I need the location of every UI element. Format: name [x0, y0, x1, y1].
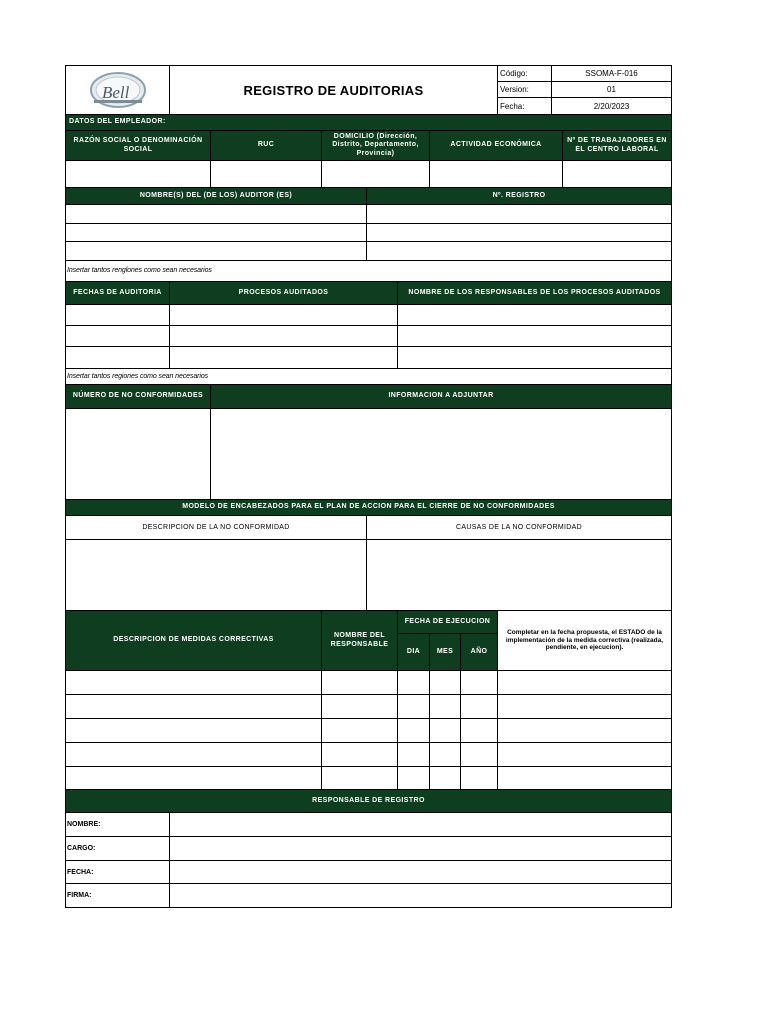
mes-field[interactable] — [429, 670, 461, 695]
employer-section-title: DATOS DEL EMPLEADOR: — [65, 114, 672, 131]
page-title: REGISTRO DE AUDITORIAS — [169, 65, 498, 115]
codigo-value: SSOMA-F-016 — [551, 65, 672, 82]
nombre-label: NOMBRE: — [65, 812, 170, 837]
col-dia: DIA — [397, 633, 430, 671]
col-razon-social: RAZÓN SOCIAL O DENOMINACIÓN SOCIAL — [65, 130, 211, 161]
mes-field[interactable] — [429, 694, 461, 719]
estado-field[interactable] — [497, 766, 672, 791]
anio-field[interactable] — [460, 694, 498, 719]
anio-field[interactable] — [460, 670, 498, 695]
proceso-auditado-field[interactable] — [169, 346, 398, 369]
version-label: Version: — [497, 81, 552, 98]
firma-field[interactable] — [169, 883, 672, 908]
fecha-registro-label: FECHA: — [65, 860, 170, 884]
responsable-medida-field[interactable] — [321, 742, 398, 767]
auditor-name-field[interactable] — [65, 223, 367, 242]
razon-social-field[interactable] — [65, 160, 211, 188]
estado-field[interactable] — [497, 742, 672, 767]
fecha-label: Fecha: — [497, 97, 552, 115]
col-anio: AÑO — [460, 633, 498, 671]
medida-correctiva-field[interactable] — [65, 670, 322, 695]
mes-field[interactable] — [429, 742, 461, 767]
responsable-proceso-field[interactable] — [397, 304, 672, 326]
auditors-note: Insertar tantos renglones como sean necesarios — [65, 260, 672, 281]
dia-field[interactable] — [397, 718, 430, 743]
audit-dates-note: Insertar tantos regiones como sean necesarios — [65, 368, 672, 385]
col-trabajadores: Nº DE TRABAJADORES EN EL CENTRO LABORAL — [562, 130, 672, 161]
responsable-medida-field[interactable] — [321, 694, 398, 719]
informacion-adjuntar-field[interactable] — [210, 408, 672, 500]
numero-no-conformidades-field[interactable] — [65, 408, 211, 500]
mes-field[interactable] — [429, 766, 461, 791]
fecha-value: 2/20/2023 — [551, 97, 672, 115]
fecha-auditoria-field[interactable] — [65, 325, 170, 347]
responsable-medida-field[interactable] — [321, 718, 398, 743]
responsable-proceso-field[interactable] — [397, 325, 672, 347]
cargo-field[interactable] — [169, 836, 672, 861]
estado-field[interactable] — [497, 694, 672, 719]
dia-field[interactable] — [397, 766, 430, 791]
nombre-field[interactable] — [169, 812, 672, 837]
anio-field[interactable] — [460, 766, 498, 791]
dia-field[interactable] — [397, 670, 430, 695]
responsable-medida-field[interactable] — [321, 670, 398, 695]
dia-field[interactable] — [397, 742, 430, 767]
anio-field[interactable] — [460, 742, 498, 767]
fecha-auditoria-field[interactable] — [65, 346, 170, 369]
estado-instruction: Completar en la fecha propuesta, el ESTADO de la implementación de la medida correctiva (realizada, pendiente, en ejecucion). — [497, 610, 672, 671]
col-informacion-adjuntar: INFORMACION A ADJUNTAR — [210, 384, 672, 409]
proceso-auditado-field[interactable] — [169, 304, 398, 326]
auditor-registro-field[interactable] — [366, 241, 672, 261]
action-plan-title: MODELO DE ENCABEZADOS PARA EL PLAN DE ACCION PARA EL CIERRE DE NO CONFORMIDADES — [65, 499, 672, 516]
codigo-label: Código: — [497, 65, 552, 82]
registry-title: RESPONSABLE DE REGISTRO — [65, 789, 672, 813]
anio-field[interactable] — [460, 718, 498, 743]
col-medidas-correctivas: DESCRIPCION DE MEDIDAS CORRECTIVAS — [65, 610, 322, 671]
auditor-name-field[interactable] — [65, 204, 367, 224]
col-mes: MES — [429, 633, 461, 671]
col-ruc: RUC — [210, 130, 322, 161]
col-actividad: ACTIVIDAD ECONÓMICA — [429, 130, 563, 161]
actividad-field[interactable] — [429, 160, 563, 188]
medida-correctiva-field[interactable] — [65, 694, 322, 719]
medida-correctiva-field[interactable] — [65, 718, 322, 743]
fecha-registro-field[interactable] — [169, 860, 672, 884]
descripcion-no-conformidad-field[interactable] — [65, 539, 367, 611]
fecha-auditoria-field[interactable] — [65, 304, 170, 326]
firma-label: FIRMA: — [65, 883, 170, 908]
auditor-registro-field[interactable] — [366, 223, 672, 242]
auditor-name-field[interactable] — [65, 241, 367, 261]
col-procesos-auditados: PROCESOS AUDITADOS — [169, 281, 398, 305]
logo-cell — [65, 65, 170, 115]
version-value: 01 — [551, 81, 672, 98]
medida-correctiva-field[interactable] — [65, 742, 322, 767]
logo-text: Bell — [102, 83, 130, 102]
responsable-medida-field[interactable] — [321, 766, 398, 791]
col-descripcion-no-conformidad: DESCRIPCION DE LA NO CONFORMIDAD — [65, 515, 367, 540]
ruc-field[interactable] — [210, 160, 322, 188]
col-auditor-registro: Nº. REGISTRO — [366, 187, 672, 205]
trabajadores-field[interactable] — [562, 160, 672, 188]
medida-correctiva-field[interactable] — [65, 766, 322, 791]
responsable-proceso-field[interactable] — [397, 346, 672, 369]
domicilio-field[interactable] — [321, 160, 430, 188]
col-causas-no-conformidad: CAUSAS DE LA NO CONFORMIDAD — [366, 515, 672, 540]
col-numero-no-conformidades: NÚMERO DE NO CONFORMIDADES — [65, 384, 211, 409]
col-fecha-ejecucion: FECHA DE EJECUCION — [397, 610, 498, 634]
causas-no-conformidad-field[interactable] — [366, 539, 672, 611]
col-responsables-procesos: NOMBRE DE LOS RESPONSABLES DE LOS PROCESOS AUDITADOS — [397, 281, 672, 305]
col-fechas-auditoria: FECHAS DE AUDITORIA — [65, 281, 170, 305]
col-nombre-responsable: NOMBRE DEL RESPONSABLE — [321, 610, 398, 671]
col-domicilio: DOMICILIO (Dirección, Distrito, Departamento, Provincia) — [321, 130, 430, 161]
estado-field[interactable] — [497, 718, 672, 743]
dia-field[interactable] — [397, 694, 430, 719]
estado-field[interactable] — [497, 670, 672, 695]
auditor-registro-field[interactable] — [366, 204, 672, 224]
col-auditor-nombre: NOMBRE(S) DEL (DE LOS) AUDITOR (ES) — [65, 187, 367, 205]
cargo-label: CARGO: — [65, 836, 170, 861]
proceso-auditado-field[interactable] — [169, 325, 398, 347]
mes-field[interactable] — [429, 718, 461, 743]
